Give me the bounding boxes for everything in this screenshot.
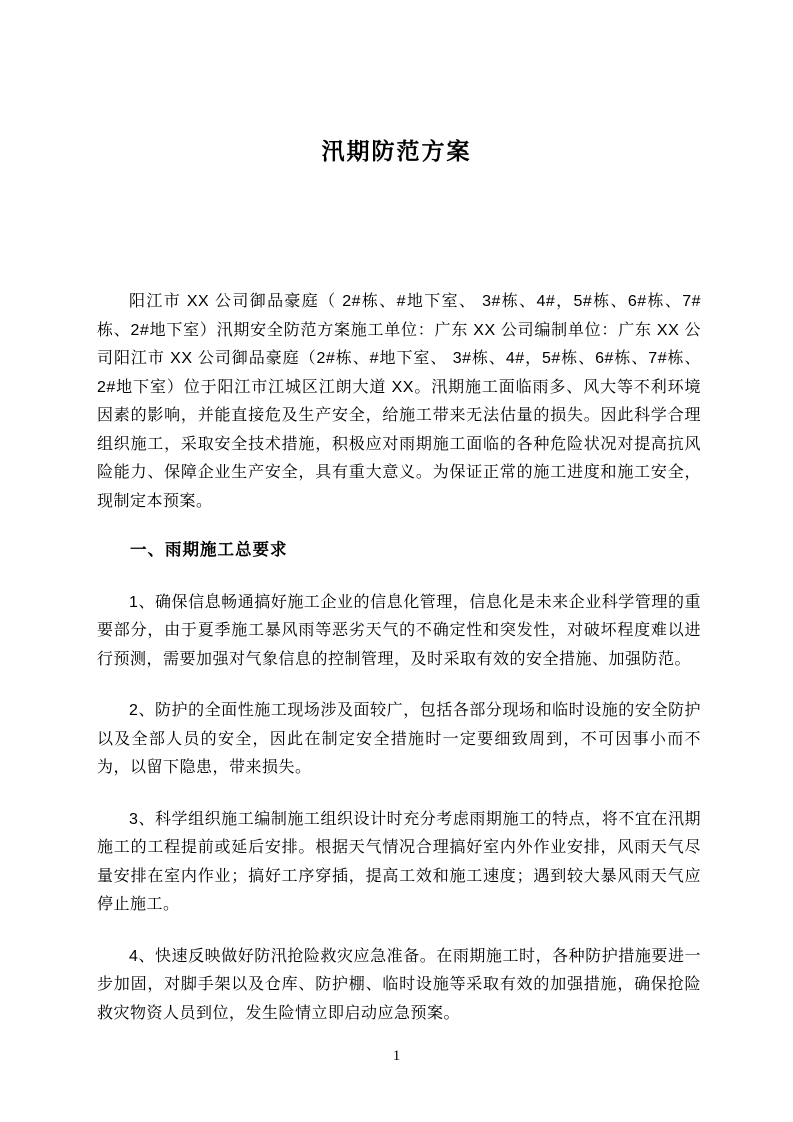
list-paragraph-1: 1、确保信息畅通搞好施工企业的信息化管理，信息化是未来企业科学管理的重要部分，由于夏季施工暴风雨等恶劣天气的不确定性和突发性，对破坏程度难以进行预测，需要加强对气象信息的控制管理，及时采取有效的安全措施、加强防范。 — [97, 593, 701, 668]
document-title: 汛期防范方案 — [321, 138, 472, 164]
page-number: 1 — [392, 1048, 401, 1064]
section-heading: 一、雨期施工总要求 — [130, 541, 288, 559]
list-paragraph-3: 3、科学组织施工编制施工组织设计时充分考虑雨期施工的特点，将不宜在汛期施工的工程提前或延后安排。根据天气情况合理搞好室内外作业安排，风雨天气尽量安排在室内作业；搞好工序穿插，提高工效和施工速度；遇到较大暴风雨天气应停止施工。 — [97, 810, 701, 913]
list-paragraph-2: 2、防护的全面性施工现场涉及面较广，包括各部分现场和临时设施的安全防护以及全部人员的安全，因此在制定安全措施时一定要细致周到，不可因事小而不为，以留下隐患，带来损失。 — [97, 702, 701, 776]
list-paragraph-4: 4、快速反映做好防汛抢险救灾应急准备。在雨期施工时，各种防护措施要进一步加固，对脚手架以及仓库、防护棚、临时设施等采取有效的加强措施，确保抢险救灾物资人员到位，发生险情立即启动应急预案。 — [97, 947, 701, 1022]
document-body — [0, 288, 793, 1028]
intro-paragraph: 阳江市 XX 公司御品豪庭（ 2#栋、#地下室、 3#栋、4#，5#栋、6#栋、7#栋、2#地下室）汛期安全防范方案施工单位：广东 XX 公司编制单位：广东 XX 公司阳江市 XX 公司御品豪庭（2#栋、#地下室、 3#栋、4#，5#栋、6#栋、7#栋、2#地下室）位于阳江市江城区江朗大道 XX。汛期施工面临雨多、风大等不利环境因素的影响，并能直接危及生产安全，给施工带来无法估量的损失。因此科学合理组织施工，采取安全技术措施，积极应对雨期施工面临的各种危险状况对提高抗风险能力、保障企业生产安全，具有重大意义。为保证正常的施工进度和施工安全，现制定本预案。 — [97, 293, 701, 510]
